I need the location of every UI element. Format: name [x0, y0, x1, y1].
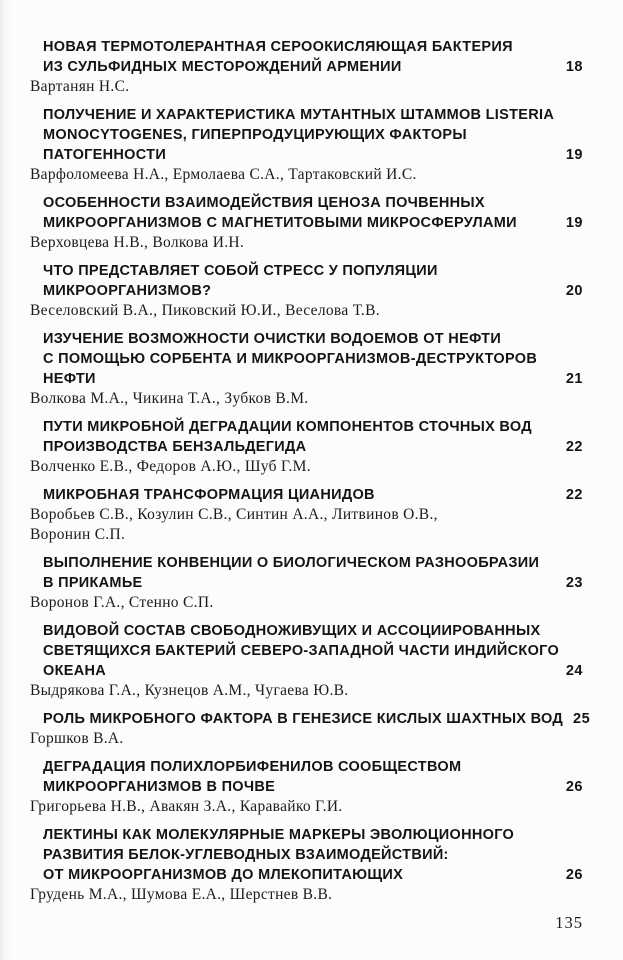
entry-title: [43, 621, 583, 681]
entry-authors: [30, 797, 583, 817]
toc-entry: [30, 485, 583, 545]
entry-title-line: [43, 573, 583, 593]
entry-title-text: ОСОБЕННОСТИ ВЗАИМОДЕЙСТВИЯ ЦЕНОЗА ПОЧВЕННЫХ: [43, 195, 485, 211]
entry-title: [43, 193, 583, 233]
entry-authors: [30, 77, 583, 97]
entry-title-text: ЛЕКТИНЫ КАК МОЛЕКУЛЯРНЫЕ МАРКЕРЫ ЭВОЛЮЦИОННОГО: [43, 827, 515, 843]
entry-title-text: ИЗУЧЕНИЕ ВОЗМОЖНОСТИ ОЧИСТКИ ВОДОЕМОВ ОТ НЕФТИ: [43, 331, 502, 347]
entry-author-line: Вартанян Н.С.: [30, 78, 130, 95]
entry-authors: [30, 681, 583, 701]
toc-entry: [30, 553, 583, 613]
entry-title: [43, 825, 583, 885]
entry-authors: [30, 593, 583, 613]
entry-title-text: ВЫПОЛНЕНИЕ КОНВЕНЦИИ О БИОЛОГИЧЕСКОМ РАЗНООБРАЗИИ: [43, 555, 540, 571]
entry-author-line: Волченко Е.В., Федоров А.Ю., Шуб Г.М.: [30, 458, 311, 475]
entry-title-line: [43, 57, 583, 77]
toc-entry: [30, 757, 583, 817]
entry-authors: [30, 301, 583, 321]
entry-title: [43, 553, 583, 593]
entry-title-line: [43, 145, 583, 165]
entry-title-text: МИКРООРГАНИЗМОВ С МАГНЕТИТОВЫМИ МИКРОСФЕРУЛАМИ: [43, 215, 517, 231]
entry-title: [43, 105, 583, 165]
entry-title-text: МИКРООРГАНИЗМОВ В ПОЧВЕ: [43, 779, 276, 795]
entry-title-line: [43, 777, 583, 797]
entry-title-line: [43, 193, 583, 213]
entry-title: [43, 417, 583, 457]
entry-title-text: ЧТО ПРЕДСТАВЛЯЕТ СОБОЙ СТРЕСС У ПОПУЛЯЦИИ: [43, 263, 438, 279]
entry-title-line: [43, 709, 591, 729]
entry-title: [43, 261, 583, 301]
entry-title-line: [43, 213, 583, 233]
entry-page-number: 18: [565, 59, 583, 75]
entry-title-text: ПУТИ МИКРОБНОЙ ДЕГРАДАЦИИ КОМПОНЕНТОВ СТОЧНЫХ ВОД: [43, 419, 532, 435]
entry-title-line: [43, 641, 583, 661]
entry-page-number: 22: [565, 487, 583, 503]
entry-title-text: ПАТОГЕННОСТИ: [43, 147, 167, 163]
entry-title-line: [43, 329, 583, 349]
toc-list: [30, 37, 591, 905]
entry-title-text: МИКРООРГАНИЗМОВ?: [43, 283, 212, 299]
entry-title-text: ОКЕАНА: [43, 663, 107, 679]
toc-entry: [30, 37, 583, 97]
entry-title-line: [43, 37, 583, 57]
toc-entry: [30, 621, 583, 701]
entry-title-line: [43, 661, 583, 681]
entry-page-number: 19: [565, 147, 583, 163]
toc-entry: [30, 261, 583, 321]
entry-page-number: 26: [565, 779, 583, 795]
entry-title: [43, 37, 583, 77]
entry-authors: [30, 729, 583, 749]
entry-title-text: МИКРОБНАЯ ТРАНСФОРМАЦИЯ ЦИАНИДОВ: [43, 487, 375, 503]
entry-title-text: ВИДОВОЙ СОСТАВ СВОБОДНОЖИВУЩИХ И АССОЦИИРОВАННЫХ: [43, 623, 541, 639]
entry-title-text: РАЗВИТИЯ БЕЛОК-УГЛЕВОДНЫХ ВЗАИМОДЕЙСТВИЙ:: [43, 847, 449, 863]
entry-page-number: 23: [565, 575, 583, 591]
entry-author-line: Грудень М.А., Шумова Е.А., Шерстнев В.В.: [30, 886, 333, 903]
entry-author-line: Веселовский В.А., Пиковский Ю.И., Веселова Т.В.: [30, 302, 380, 319]
entry-author-line: Воробьев С.В., Козулин С.В., Синтин А.А., Литвинов О.В.,: [30, 506, 438, 523]
entry-title-line: [43, 621, 583, 641]
entry-title-line: [43, 865, 583, 885]
entry-title-text: В ПРИКАМЬЕ: [43, 575, 143, 591]
entry-authors: [30, 165, 583, 185]
entry-page-number: 19: [565, 215, 583, 231]
entry-title-text: РОЛЬ МИКРОБНОГО ФАКТОРА В ГЕНЕЗИСЕ КИСЛЫХ ШАХТНЫХ ВОД: [43, 711, 564, 727]
entry-author-line: Верховцева Н.В., Волкова И.Н.: [30, 234, 245, 251]
entry-authors: [30, 885, 583, 905]
toc-entry: [30, 709, 591, 749]
entry-page-number: 26: [565, 867, 583, 883]
entry-author-line: Выдрякова Г.А., Кузнецов А.М., Чугаева Ю.В.: [30, 682, 349, 699]
entry-title-text: ПОЛУЧЕНИЕ И ХАРАКТЕРИСТИКА МУТАНТНЫХ ШТАММОВ LISTERIA: [43, 107, 555, 123]
entry-title-text: MONOCYTOGENES, ГИПЕРПРОДУЦИРУЮЩИХ ФАКТОРЫ: [43, 127, 467, 143]
entry-title-text: С ПОМОЩЬЮ СОРБЕНТА И МИКРООРГАНИЗМОВ-ДЕСТРУКТОРОВ: [43, 351, 538, 367]
entry-title-line: [43, 369, 583, 389]
entry-authors: [30, 389, 583, 409]
entry-authors: [30, 457, 583, 477]
entry-title-line: [43, 485, 583, 505]
entry-page-number: 22: [565, 439, 583, 455]
entry-title-text: ПРОИЗВОДСТВА БЕНЗАЛЬДЕГИДА: [43, 439, 307, 455]
entry-author-line: Григорьева Н.В., Авакян З.А., Каравайко Г.И.: [30, 798, 343, 815]
toc-entry: [30, 193, 583, 253]
entry-title-text: НОВАЯ ТЕРМОТОЛЕРАНТНАЯ СЕРООКИСЛЯЮЩАЯ БАКТЕРИЯ: [43, 39, 513, 55]
entry-title: [43, 757, 583, 797]
entry-title: [43, 329, 583, 389]
entry-title-line: [43, 757, 583, 777]
entry-author-line: Волкова М.А., Чикина Т.А., Зубков В.М.: [30, 390, 309, 407]
entry-page-number: 21: [565, 371, 583, 387]
entry-title-line: [43, 281, 583, 301]
toc-entry: [30, 105, 583, 185]
entry-title-text: СВЕТЯЩИХСЯ БАКТЕРИЙ СЕВЕРО-ЗАПАДНОЙ ЧАСТИ ИНДИЙСКОГО: [43, 643, 560, 659]
entry-author-line: Воронов Г.А., Стенно С.П.: [30, 594, 214, 611]
entry-title-line: [43, 105, 583, 125]
toc-entry: [30, 329, 583, 409]
entry-page-number: 20: [565, 283, 583, 299]
entry-title-text: ИЗ СУЛЬФИДНЫХ МЕСТОРОЖДЕНИЙ АРМЕНИИ: [43, 59, 402, 75]
toc-entry: [30, 417, 583, 477]
entry-title-text: НЕФТИ: [43, 371, 96, 387]
entry-page-number: 25: [573, 711, 591, 727]
entry-title-line: [43, 349, 583, 369]
entry-title: [43, 709, 591, 729]
entry-title-line: [43, 553, 583, 573]
entry-title-line: [43, 261, 583, 281]
entry-authors: [30, 233, 583, 253]
entry-title-text: ОТ МИКРООРГАНИЗМОВ ДО МЛЕКОПИТАЮЩИХ: [43, 867, 404, 883]
entry-title: [43, 485, 583, 505]
entry-title-line: [43, 125, 583, 145]
entry-author-line: Воронин С.П.: [30, 526, 126, 543]
page-number-footer: 135: [555, 913, 583, 932]
entry-author-line: Горшков В.А.: [30, 730, 124, 747]
entry-title-line: [43, 845, 583, 865]
entry-title-line: [43, 437, 583, 457]
entry-title-line: [43, 825, 583, 845]
entry-title-line: [43, 417, 583, 437]
toc-entry: [30, 825, 583, 905]
entry-authors: [30, 505, 583, 545]
entry-page-number: 24: [565, 663, 583, 679]
entry-author-line: Варфоломеева Н.А., Ермолаева С.А., Тартаковский И.С.: [30, 166, 417, 183]
entry-title-text: ДЕГРАДАЦИЯ ПОЛИХЛОРБИФЕНИЛОВ СООБЩЕСТВОМ: [43, 759, 462, 775]
